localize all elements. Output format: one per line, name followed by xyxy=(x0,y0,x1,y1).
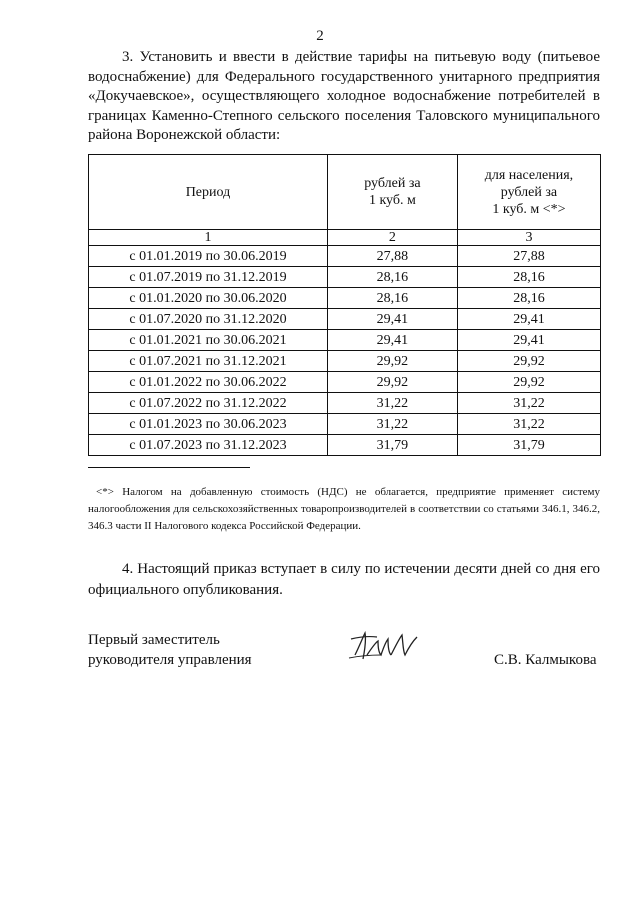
rub-cell: 27,88 xyxy=(327,246,457,267)
signatory-title xyxy=(88,630,252,670)
table-row xyxy=(89,330,601,351)
period-cell: с 01.07.2023 по 31.12.2023 xyxy=(89,435,328,456)
table-row xyxy=(89,372,601,393)
period-cell: с 01.01.2019 по 30.06.2019 xyxy=(89,246,328,267)
column-number: 3 xyxy=(457,230,600,246)
population-cell: 28,16 xyxy=(457,267,600,288)
population-cell: 28,16 xyxy=(457,288,600,309)
footnote-text: <*> Налогом на добавленную стоимость (НДС) не облагается, предприятие применяет систему налогообложения для сельскохозяйственных товаропроизводителей в соответствии со статьями 346.1, 346.2, 346.3 части II Налогового кодекса Российской Федерации. xyxy=(88,486,600,532)
header-period: Период xyxy=(89,155,328,230)
period-cell: с 01.01.2023 по 30.06.2023 xyxy=(89,414,328,435)
table-row xyxy=(89,288,601,309)
column-number-row xyxy=(89,230,601,246)
period-cell: с 01.07.2022 по 31.12.2022 xyxy=(89,393,328,414)
period-cell: с 01.01.2020 по 30.06.2020 xyxy=(89,288,328,309)
header-population-rub-per-m3: для населения, рублей за 1 куб. м <*> xyxy=(457,155,600,230)
rub-cell: 28,16 xyxy=(327,288,457,309)
column-number: 2 xyxy=(327,230,457,246)
paragraph-3 xyxy=(88,48,600,146)
paragraph-4 xyxy=(88,559,600,601)
period-cell: с 01.07.2021 по 31.12.2021 xyxy=(89,351,328,372)
period-cell: с 01.07.2020 по 31.12.2020 xyxy=(89,309,328,330)
population-cell: 29,92 xyxy=(457,372,600,393)
rub-cell: 31,22 xyxy=(327,393,457,414)
rub-cell: 29,41 xyxy=(327,309,457,330)
population-cell: 27,88 xyxy=(457,246,600,267)
rub-cell: 29,92 xyxy=(327,351,457,372)
header-rub-per-m3: рублей за 1 куб. м xyxy=(327,155,457,230)
footnote xyxy=(88,484,600,535)
table-row xyxy=(89,393,601,414)
tariff-table xyxy=(88,154,601,456)
signatory-name: С.В. Калмыкова xyxy=(494,652,597,668)
population-cell: 31,22 xyxy=(457,414,600,435)
table-row xyxy=(89,267,601,288)
signatory-title-line-2: руководителя управления xyxy=(88,652,252,668)
column-number: 1 xyxy=(89,230,328,246)
paragraph-3-text: 3. Установить и ввести в действие тарифы на питьевую воду (питьевое водоснабжение) для Федерального государственного унитарного предприятия «Докучаевское», осуществляющего холодное водоснабжение потребителей в границах Каменно-Степного сельского поселения Таловского муниципального района Воронежской области: xyxy=(88,49,600,143)
footnote-divider xyxy=(88,467,250,468)
population-cell: 29,92 xyxy=(457,351,600,372)
rub-cell: 31,79 xyxy=(327,435,457,456)
page-number: 2 xyxy=(316,28,324,44)
table-header-row xyxy=(89,155,601,230)
population-cell: 31,22 xyxy=(457,393,600,414)
table-row xyxy=(89,309,601,330)
paragraph-4-text: 4. Настоящий приказ вступает в силу по истечении десяти дней со дня его официального опубликования. xyxy=(88,561,600,598)
rub-cell: 28,16 xyxy=(327,267,457,288)
population-cell: 29,41 xyxy=(457,330,600,351)
rub-cell: 31,22 xyxy=(327,414,457,435)
table-row xyxy=(89,351,601,372)
handwritten-signature xyxy=(345,625,435,667)
period-cell: с 01.07.2019 по 31.12.2019 xyxy=(89,267,328,288)
table-row xyxy=(89,414,601,435)
period-cell: с 01.01.2022 по 30.06.2022 xyxy=(89,372,328,393)
rub-cell: 29,41 xyxy=(327,330,457,351)
rub-cell: 29,92 xyxy=(327,372,457,393)
population-cell: 31,79 xyxy=(457,435,600,456)
table-row xyxy=(89,246,601,267)
table-row xyxy=(89,435,601,456)
period-cell: с 01.01.2021 по 30.06.2021 xyxy=(89,330,328,351)
population-cell: 29,41 xyxy=(457,309,600,330)
signatory-title-line-1: Первый заместитель xyxy=(88,632,220,648)
